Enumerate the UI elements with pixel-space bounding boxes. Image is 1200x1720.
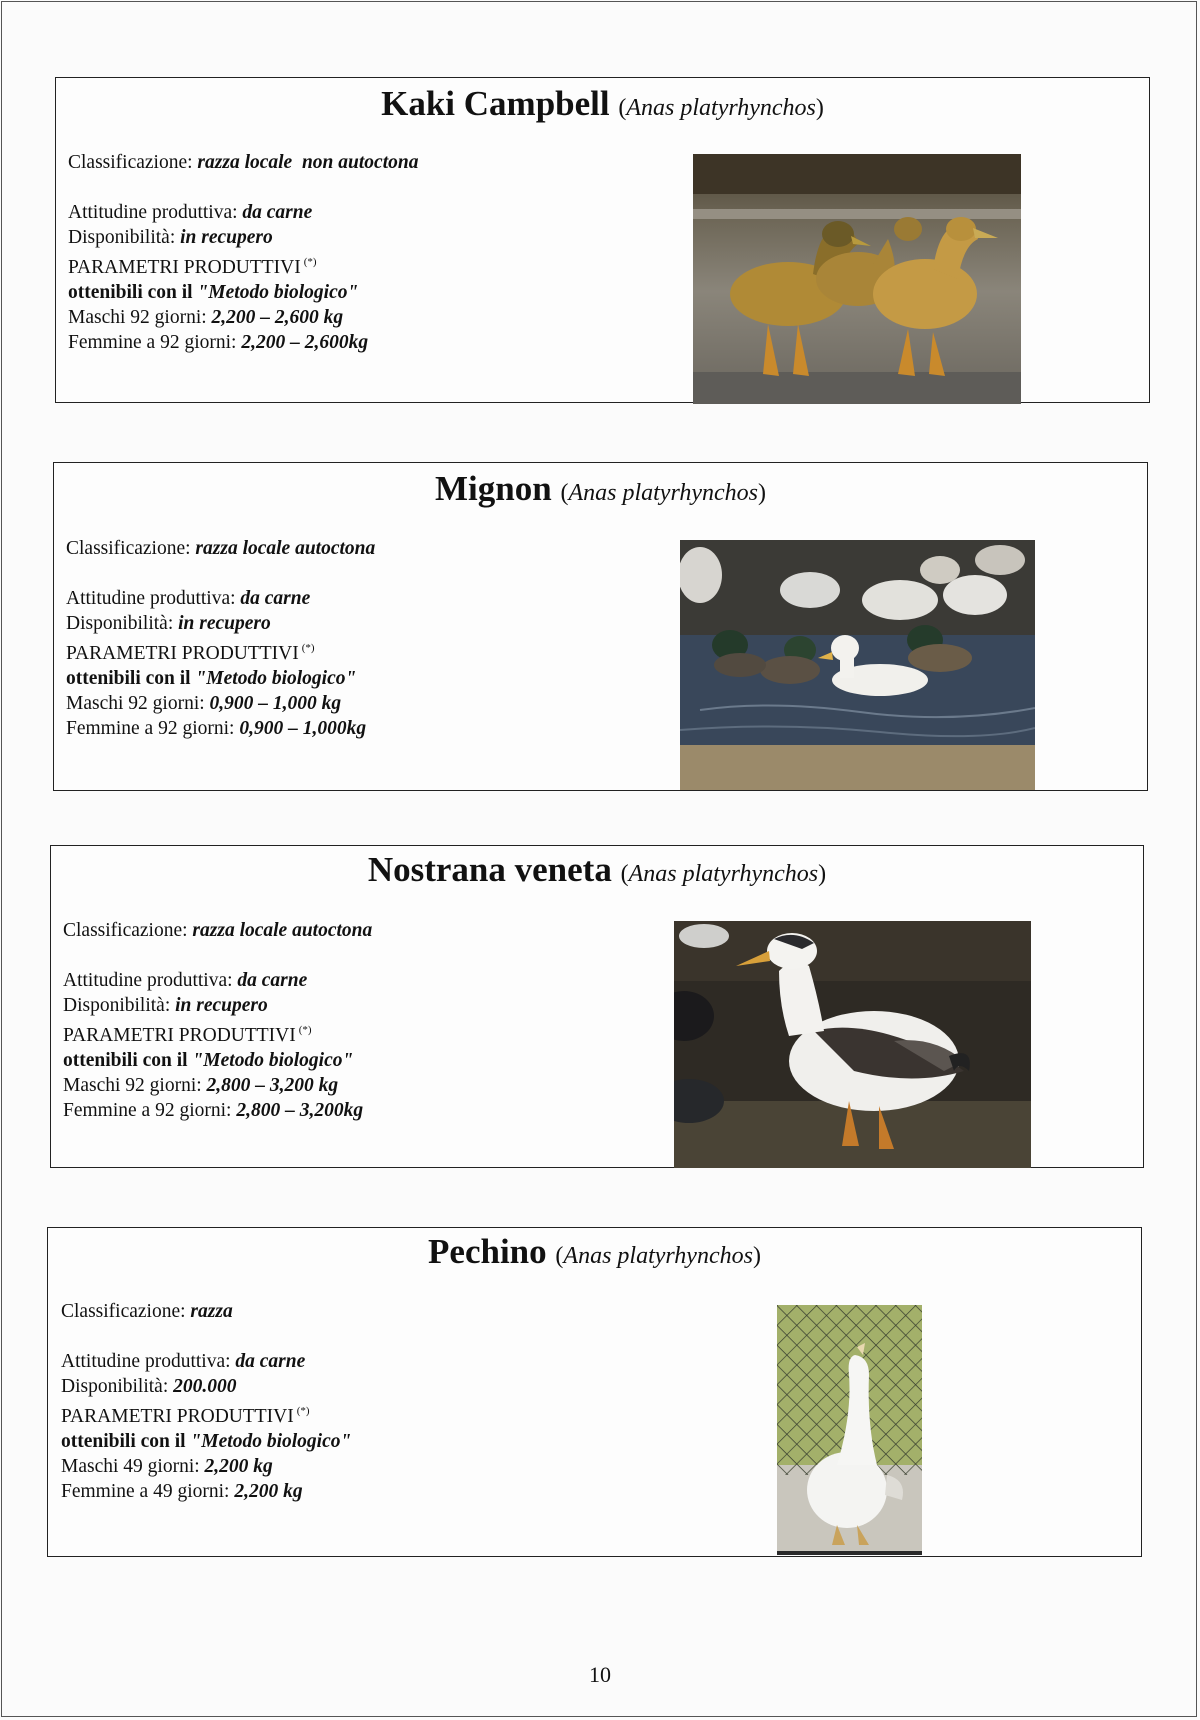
method-line: ottenibili con il "Metodo biologico" (68, 282, 359, 303)
males-line: Maschi 92 giorni: 0,900 – 1,000 kg (66, 693, 342, 714)
females-line: Femmine a 92 giorni: 2,800 – 3,200kg (63, 1100, 364, 1121)
method-line: ottenibili con il "Metodo biologico" (66, 668, 357, 689)
males-value: 0,900 – 1,000 kg (209, 693, 342, 714)
white-pekin-duck-photo (777, 1305, 922, 1555)
khaki-ducks-photo (693, 154, 1021, 404)
method-line: ottenibili con il "Metodo biologico" (61, 1431, 352, 1452)
availability-value: in recupero (175, 995, 268, 1016)
footnote-mark: (*) (298, 1024, 312, 1036)
breed-name: Pechino (428, 1232, 547, 1271)
males-value: 2,200 kg (204, 1456, 273, 1477)
breed-title (56, 84, 1149, 128)
attitude-value: da carne (235, 1351, 306, 1372)
footnote-mark: (*) (301, 642, 315, 654)
breed-info (68, 150, 418, 355)
attitude-line: Attitudine produttiva: da carne (61, 1351, 306, 1372)
latin-name: (Anas platyrhynchos) (620, 861, 827, 887)
piebald-duck-photo (674, 921, 1031, 1168)
males-line: Maschi 49 giorni: 2,200 kg (61, 1456, 273, 1477)
males-line: Maschi 92 giorni: 2,200 – 2,600 kg (68, 307, 344, 328)
classification-line: Classificazione: razza locale autoctona (66, 538, 376, 559)
classification-line: Classificazione: razza locale autoctona (63, 920, 373, 941)
availability-line: Disponibilità: 200.000 (61, 1376, 237, 1397)
breed-name: Kaki Campbell (381, 84, 610, 123)
females-value: 0,900 – 1,000kg (239, 718, 367, 739)
attitude-value: da carne (237, 970, 308, 991)
females-value: 2,200 – 2,600kg (241, 332, 369, 353)
params-heading: PARAMETRI PRODUTTIVI (*) (63, 1024, 312, 1046)
attitude-line: Attitudine produttiva: da carne (68, 202, 313, 223)
breed-card (50, 845, 1144, 1168)
classification-value: razza (190, 1301, 233, 1322)
availability-value: in recupero (180, 227, 273, 248)
attitude-line: Attitudine produttiva: da carne (63, 970, 308, 991)
attitude-value: da carne (240, 588, 311, 609)
females-value: 2,800 – 3,200kg (236, 1100, 364, 1121)
females-line: Femmine a 92 giorni: 2,200 – 2,600kg (68, 332, 369, 353)
footnote-mark: (*) (296, 1405, 310, 1417)
breed-name: Nostrana veneta (367, 850, 612, 889)
males-value: 2,800 – 3,200 kg (206, 1075, 339, 1096)
availability-line: Disponibilità: in recupero (66, 613, 271, 634)
breed-card (55, 77, 1150, 403)
params-heading: PARAMETRI PRODUTTIVI (*) (66, 642, 315, 664)
males-value: 2,200 – 2,600 kg (211, 307, 344, 328)
availability-value: 200.000 (173, 1376, 237, 1397)
classification-value: razza locale autoctona (192, 920, 373, 941)
breed-info (63, 918, 372, 1123)
latin-name: (Anas platyrhynchos) (618, 95, 824, 121)
classification-value: razza locale non autoctona (197, 152, 419, 173)
method-line: ottenibili con il "Metodo biologico" (63, 1050, 354, 1071)
breed-title (54, 469, 1147, 513)
latin-name: (Anas platyrhynchos) (555, 1243, 761, 1269)
attitude-value: da carne (242, 202, 313, 223)
breed-info (61, 1299, 351, 1504)
params-heading: PARAMETRI PRODUTTIVI (*) (61, 1405, 310, 1427)
classification-value: razza locale autoctona (195, 538, 376, 559)
breed-info (66, 536, 375, 741)
page-number: 10 (589, 1662, 611, 1687)
availability-line: Disponibilità: in recupero (63, 995, 268, 1016)
females-value: 2,200 kg (234, 1481, 303, 1502)
footnote-mark: (*) (303, 256, 317, 268)
males-line: Maschi 92 giorni: 2,800 – 3,200 kg (63, 1075, 339, 1096)
females-line: Femmine a 49 giorni: 2,200 kg (61, 1481, 303, 1502)
females-line: Femmine a 92 giorni: 0,900 – 1,000kg (66, 718, 367, 739)
params-heading: PARAMETRI PRODUTTIVI (*) (68, 256, 317, 278)
ducks-in-pond-photo (680, 540, 1035, 790)
breed-title (48, 1232, 1141, 1276)
breed-name: Mignon (435, 469, 552, 508)
latin-name: (Anas platyrhynchos) (560, 480, 766, 506)
breed-card (53, 462, 1148, 791)
breed-card (47, 1227, 1142, 1557)
classification-line: Classificazione: razza locale non autoctona (68, 152, 419, 173)
attitude-line: Attitudine produttiva: da carne (66, 588, 311, 609)
availability-line: Disponibilità: in recupero (68, 227, 273, 248)
availability-value: in recupero (178, 613, 271, 634)
classification-line: Classificazione: razza (61, 1301, 233, 1322)
breed-title (51, 850, 1143, 894)
